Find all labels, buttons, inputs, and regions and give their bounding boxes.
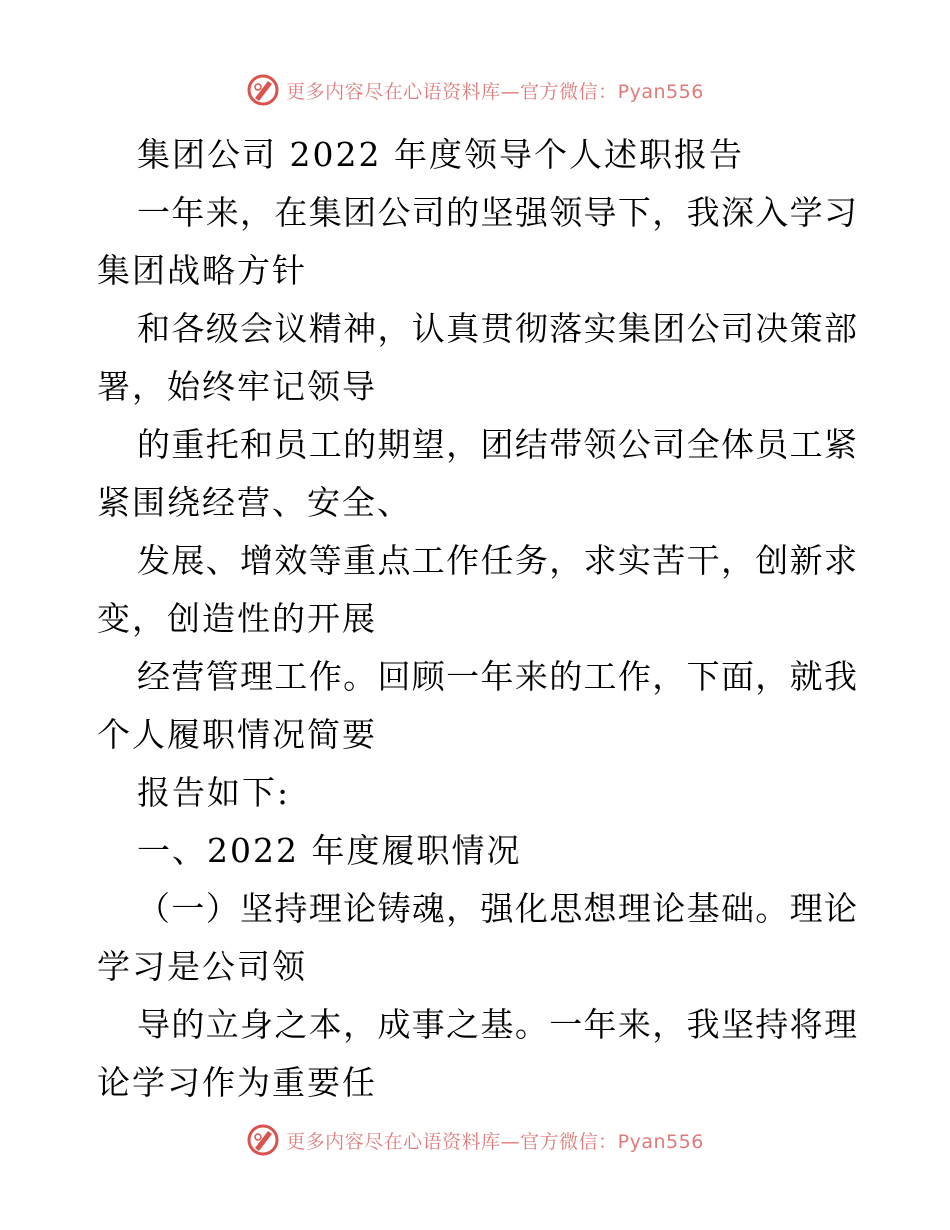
paragraph-line: 集团战略方针 [97,251,307,290]
pen-logo-icon [246,73,280,107]
paragraph-line: 学习是公司领 [97,947,307,986]
paragraph-line: 发展、增效等重点工作任务，求实苦干，创新求 [137,541,857,580]
watermark-text: 更多内容尽在心语资料库—官方微信：Pyan556 [286,1130,704,1153]
header-watermark [0,70,950,110]
paragraph-line: 经营管理工作。回顾一年来的工作，下面，就我 [137,657,857,696]
paragraph-line: 一年来，在集团公司的坚强领导下，我深入学习 [137,193,857,232]
watermark-text: 更多内容尽在心语资料库—官方微信：Pyan556 [286,80,704,103]
paragraph-line: 紧围绕经营、安全、 [97,483,412,522]
paragraph-line: 变，创造性的开展 [97,599,377,638]
paragraph-line: 和各级会议精神，认真贯彻落实集团公司决策部 [137,309,857,348]
subsection-heading: （一）坚持理论铸魂，强化思想理论基础。理论 [137,889,857,928]
paragraph-line: 个人履职情况简要 [97,715,377,754]
paragraph-line: 导的立身之本，成事之基。一年来，我坚持将理 [137,1005,857,1044]
footer-watermark [0,1120,950,1160]
pen-logo-icon [246,1123,280,1157]
document-title: 集团公司 2022 年度领导个人述职报告 [137,135,744,174]
paragraph-line: 论学习作为重要任 [97,1063,377,1102]
document-body [97,126,857,1112]
section-heading: 一、2022 年度履职情况 [137,831,522,870]
paragraph-line: 报告如下: [137,773,291,812]
paragraph-line: 的重托和员工的期望，团结带领公司全体员工紧 [137,425,857,464]
paragraph-line: 署，始终牢记领导 [97,367,377,406]
